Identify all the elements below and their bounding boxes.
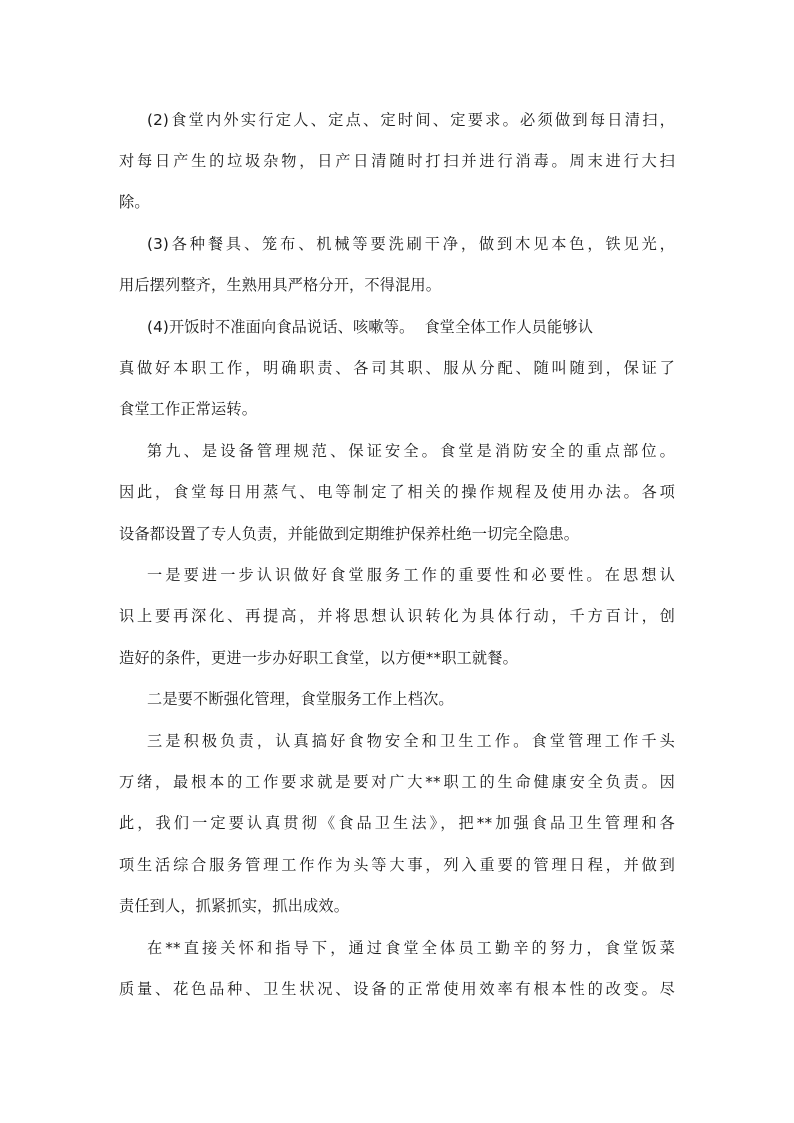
text-line: 在**直接关怀和指导下，通过食堂全体员工勤辛的努力，食堂饭菜 <box>147 939 675 957</box>
text-line: 造好的条件，更进一步办好职工食堂，以方便**职工就餐。 <box>119 649 518 667</box>
text-line: 二是要不断强化管理，食堂服务工作上档次。 <box>147 690 454 708</box>
text-line: 责任到人，抓紧抓实，抓出成效。 <box>119 897 350 915</box>
document-page <box>119 0 675 1123</box>
text-line: 真做好本职工作，明确职责、各司其职、服从分配、随叫随到，保证了 <box>119 359 675 377</box>
text-line: (3)各种餐具、笼布、机械等要洗刷干净，做到木见本色，铁见光， <box>147 235 675 253</box>
text-line: 除。 <box>119 193 150 211</box>
text-line: 一是要进一步认识做好食堂服务工作的重要性和必要性。在思想认 <box>147 566 675 584</box>
text-line: 食堂工作正常运转。 <box>119 400 258 418</box>
text-line: 用后摆列整齐，生熟用具严格分开，不得混用。 <box>119 276 442 294</box>
text-line: (4)开饭时不准面向食品说话、咳嗽等。 食堂全体工作人员能够认 <box>147 318 594 336</box>
text-line: 质量、花色品种、卫生状况、设备的正常使用效率有根本性的改变。尽 <box>119 980 675 998</box>
text-line: 项生活综合服务管理工作作为头等大事，列入重要的管理日程，并做到 <box>119 856 675 874</box>
text-line: 设备都设置了专人负责，并能做到定期维护保养杜绝一切完全隐患。 <box>119 525 580 543</box>
text-line: 此，我们一定要认真贯彻《食品卫生法》，把**加强食品卫生管理和各 <box>119 814 675 832</box>
text-line: 识上要再深化、再提高，并将思想认识转化为具体行动，千方百计，创 <box>119 607 675 625</box>
text-line: (2)食堂内外实行定人、定点、定时间、定要求。必须做到每日清扫， <box>147 111 675 129</box>
text-line: 三是积极负责，认真搞好食物安全和卫生工作。食堂管理工作千头 <box>147 732 675 750</box>
text-line: 第九、是设备管理规范、保证安全。食堂是消防安全的重点部位。 <box>147 442 675 460</box>
text-line: 万绪，最根本的工作要求就是要对广大**职工的生命健康安全负责。因 <box>119 773 675 791</box>
text-line: 对每日产生的垃圾杂物，日产日清随时打扫并进行消毒。周末进行大扫 <box>119 152 675 170</box>
text-line: 因此，食堂每日用蒸气、电等制定了相关的操作规程及使用办法。各项 <box>119 483 675 501</box>
